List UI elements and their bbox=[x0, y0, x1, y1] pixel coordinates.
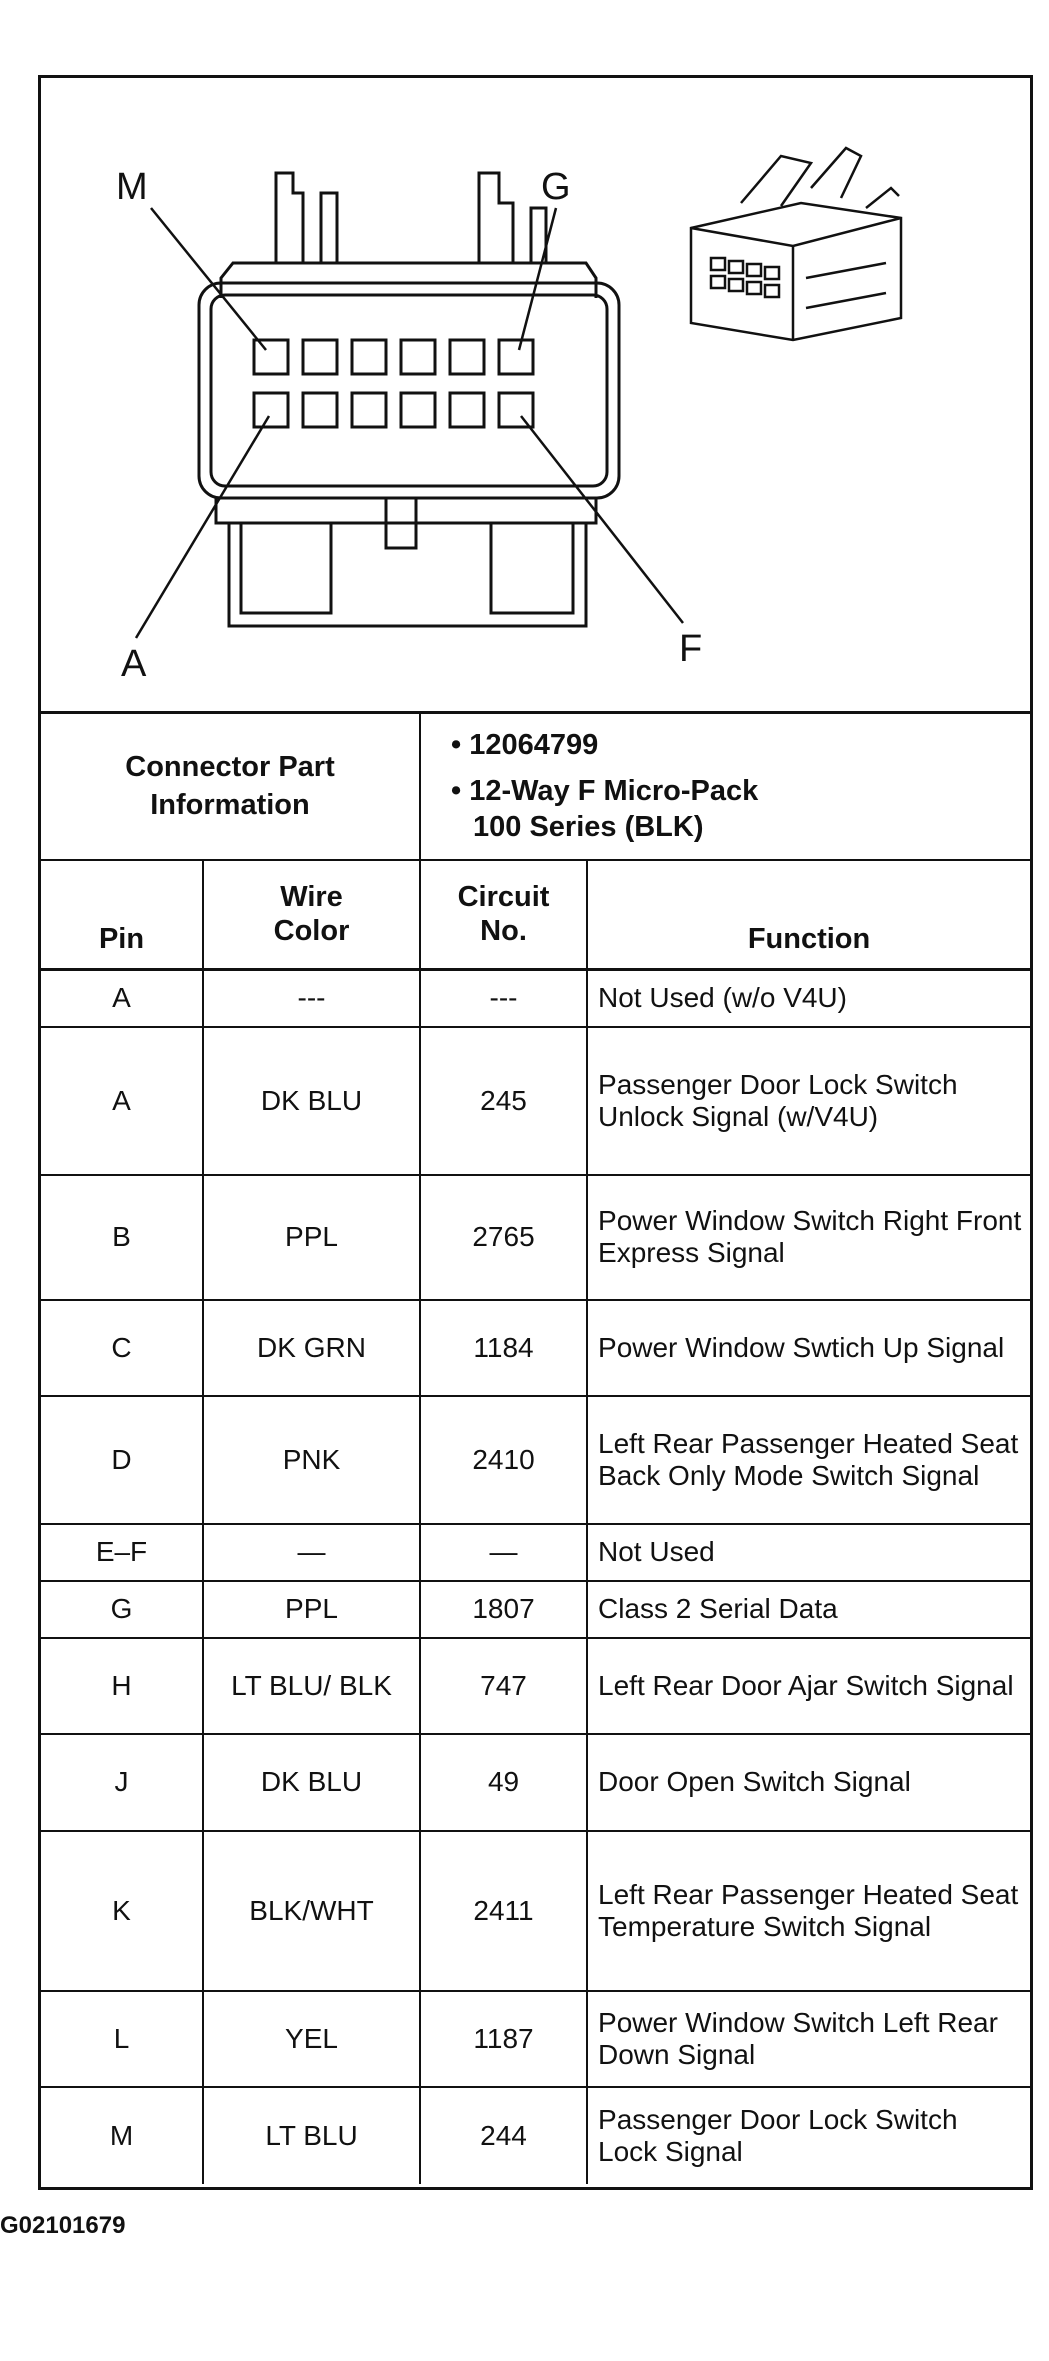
circuit-cell: 2765 bbox=[420, 1175, 587, 1300]
circuit-cell: 2410 bbox=[420, 1396, 587, 1524]
connector-info-label-line1: Connector Part bbox=[125, 751, 335, 784]
pin-cell: A bbox=[41, 970, 203, 1027]
pin-label-m: M bbox=[116, 166, 148, 208]
skirt-right-panel bbox=[491, 523, 573, 613]
leader-f bbox=[521, 416, 683, 623]
pinout-rows bbox=[41, 970, 1030, 2184]
circuit-cell: 2411 bbox=[420, 1831, 587, 1991]
right-latch bbox=[479, 173, 513, 263]
pin-cell: G bbox=[41, 1581, 203, 1638]
pin-cell: C bbox=[41, 1300, 203, 1396]
pin-cell: L bbox=[41, 1991, 203, 2087]
table-row bbox=[41, 1831, 1030, 1991]
header-function: Function bbox=[587, 860, 1030, 970]
header-pin: Pin bbox=[41, 860, 203, 970]
cavity-g bbox=[499, 340, 533, 374]
wire-color-cell: --- bbox=[203, 970, 420, 1027]
header-wire-line1: Wire bbox=[280, 881, 343, 914]
cavity-a bbox=[254, 393, 288, 427]
pin-cell: K bbox=[41, 1831, 203, 1991]
function-cell: Power Window Switch Left Rear Down Signal bbox=[587, 1991, 1030, 2087]
leader-m bbox=[151, 208, 266, 350]
pinout-table bbox=[41, 711, 1030, 2184]
connector-drawing bbox=[41, 78, 1030, 711]
table-row bbox=[41, 1581, 1030, 1638]
function-cell: Not Used bbox=[587, 1524, 1030, 1581]
circuit-cell: 1807 bbox=[420, 1581, 587, 1638]
header-circuit-line2: No. bbox=[480, 915, 527, 948]
pin-label-a: A bbox=[121, 643, 147, 685]
left-latch-inner bbox=[321, 193, 337, 263]
pin-label-f: F bbox=[679, 628, 703, 670]
wire-color-cell: LT BLU/ BLK bbox=[203, 1638, 420, 1734]
function-cell: Passenger Door Lock Switch Lock Signal bbox=[587, 2087, 1030, 2184]
table-row bbox=[41, 1175, 1030, 1300]
function-cell: Power Window Switch Right Front Express Signal bbox=[587, 1175, 1030, 1300]
cavity-j bbox=[401, 340, 435, 374]
connector-diagram bbox=[41, 78, 1030, 711]
wire-color-cell: DK BLU bbox=[203, 1027, 420, 1175]
connector-info-values bbox=[420, 713, 1030, 860]
header-row bbox=[41, 860, 1030, 970]
cavity-k bbox=[352, 340, 386, 374]
connector-body bbox=[199, 283, 619, 498]
table-row bbox=[41, 1638, 1030, 1734]
table-row bbox=[41, 1396, 1030, 1524]
header-circuit bbox=[420, 860, 587, 970]
table-row bbox=[41, 1734, 1030, 1831]
connector-skirt bbox=[229, 523, 586, 626]
wire-color-cell: PPL bbox=[203, 1581, 420, 1638]
pin-cell: B bbox=[41, 1175, 203, 1300]
leader-lines bbox=[136, 208, 683, 638]
table-row bbox=[41, 970, 1030, 1027]
connector-lower-lip bbox=[216, 498, 596, 523]
table-row bbox=[41, 1027, 1030, 1175]
wire-color-cell: PPL bbox=[203, 1175, 420, 1300]
wire-color-cell: DK BLU bbox=[203, 1734, 420, 1831]
cavity-b bbox=[303, 393, 337, 427]
wire-color-cell: LT BLU bbox=[203, 2087, 420, 2184]
connector-info-label bbox=[41, 713, 420, 860]
circuit-cell: 1187 bbox=[420, 1991, 587, 2087]
function-cell: Left Rear Door Ajar Switch Signal bbox=[587, 1638, 1030, 1734]
leader-a bbox=[136, 416, 269, 638]
figure-id: G02101679 bbox=[0, 2212, 126, 2239]
pin-cell: J bbox=[41, 1734, 203, 1831]
connector-description-2: 100 Series (BLK) bbox=[473, 811, 704, 844]
function-cell: Not Used (w/o V4U) bbox=[587, 970, 1030, 1027]
header-wire-color bbox=[203, 860, 420, 970]
pin-cell: M bbox=[41, 2087, 203, 2184]
table-row bbox=[41, 1991, 1030, 2087]
part-number: • 12064799 bbox=[451, 729, 599, 762]
circuit-cell: — bbox=[420, 1524, 587, 1581]
function-cell: Class 2 Serial Data bbox=[587, 1581, 1030, 1638]
wire-color-cell: BLK/WHT bbox=[203, 1831, 420, 1991]
cavity-d bbox=[401, 393, 435, 427]
circuit-cell: 245 bbox=[420, 1027, 587, 1175]
circuit-cell: 244 bbox=[420, 2087, 587, 2184]
table-row bbox=[41, 1524, 1030, 1581]
pin-cell: H bbox=[41, 1638, 203, 1734]
circuit-cell: 49 bbox=[420, 1734, 587, 1831]
skirt-left-panel bbox=[241, 523, 331, 613]
connector-info-label-line2: Information bbox=[150, 789, 310, 822]
pin-cell: D bbox=[41, 1396, 203, 1524]
table-row bbox=[41, 2087, 1030, 2184]
pin-cell: A bbox=[41, 1027, 203, 1175]
leader-g bbox=[519, 208, 556, 350]
circuit-cell: 747 bbox=[420, 1638, 587, 1734]
pin-label-g: G bbox=[541, 166, 571, 208]
left-latch bbox=[276, 173, 303, 263]
cavity-f bbox=[499, 393, 533, 427]
cavity-m bbox=[254, 340, 288, 374]
cavity-e bbox=[450, 393, 484, 427]
function-cell: Power Window Swtich Up Signal bbox=[587, 1300, 1030, 1396]
circuit-cell: --- bbox=[420, 970, 587, 1027]
wire-color-cell: DK GRN bbox=[203, 1300, 420, 1396]
circuit-cell: 1184 bbox=[420, 1300, 587, 1396]
function-cell: Left Rear Passenger Heated Seat Temperature Switch Signal bbox=[587, 1831, 1030, 1991]
header-wire-line2: Color bbox=[273, 915, 350, 948]
cavity-l bbox=[303, 340, 337, 374]
connector-description: • 12-Way F Micro-Pack bbox=[451, 775, 759, 808]
connector-inner-body bbox=[211, 295, 607, 486]
wire-color-cell: YEL bbox=[203, 1991, 420, 2087]
connector-thumbnail bbox=[691, 148, 901, 340]
function-cell: Left Rear Passenger Heated Seat Back Only Mode Switch Signal bbox=[587, 1396, 1030, 1524]
table-row bbox=[41, 1300, 1030, 1396]
wire-color-cell: PNK bbox=[203, 1396, 420, 1524]
function-cell: Passenger Door Lock Switch Unlock Signal (w/V4U) bbox=[587, 1027, 1030, 1175]
wire-color-cell: — bbox=[203, 1524, 420, 1581]
header-circuit-line1: Circuit bbox=[457, 881, 550, 914]
function-cell: Door Open Switch Signal bbox=[587, 1734, 1030, 1831]
connector-info-row bbox=[41, 713, 1030, 860]
pin-cavities bbox=[254, 340, 533, 427]
connector-frame bbox=[38, 75, 1033, 2190]
pin-cell: E–F bbox=[41, 1524, 203, 1581]
cavity-h bbox=[450, 340, 484, 374]
cavity-c bbox=[352, 393, 386, 427]
